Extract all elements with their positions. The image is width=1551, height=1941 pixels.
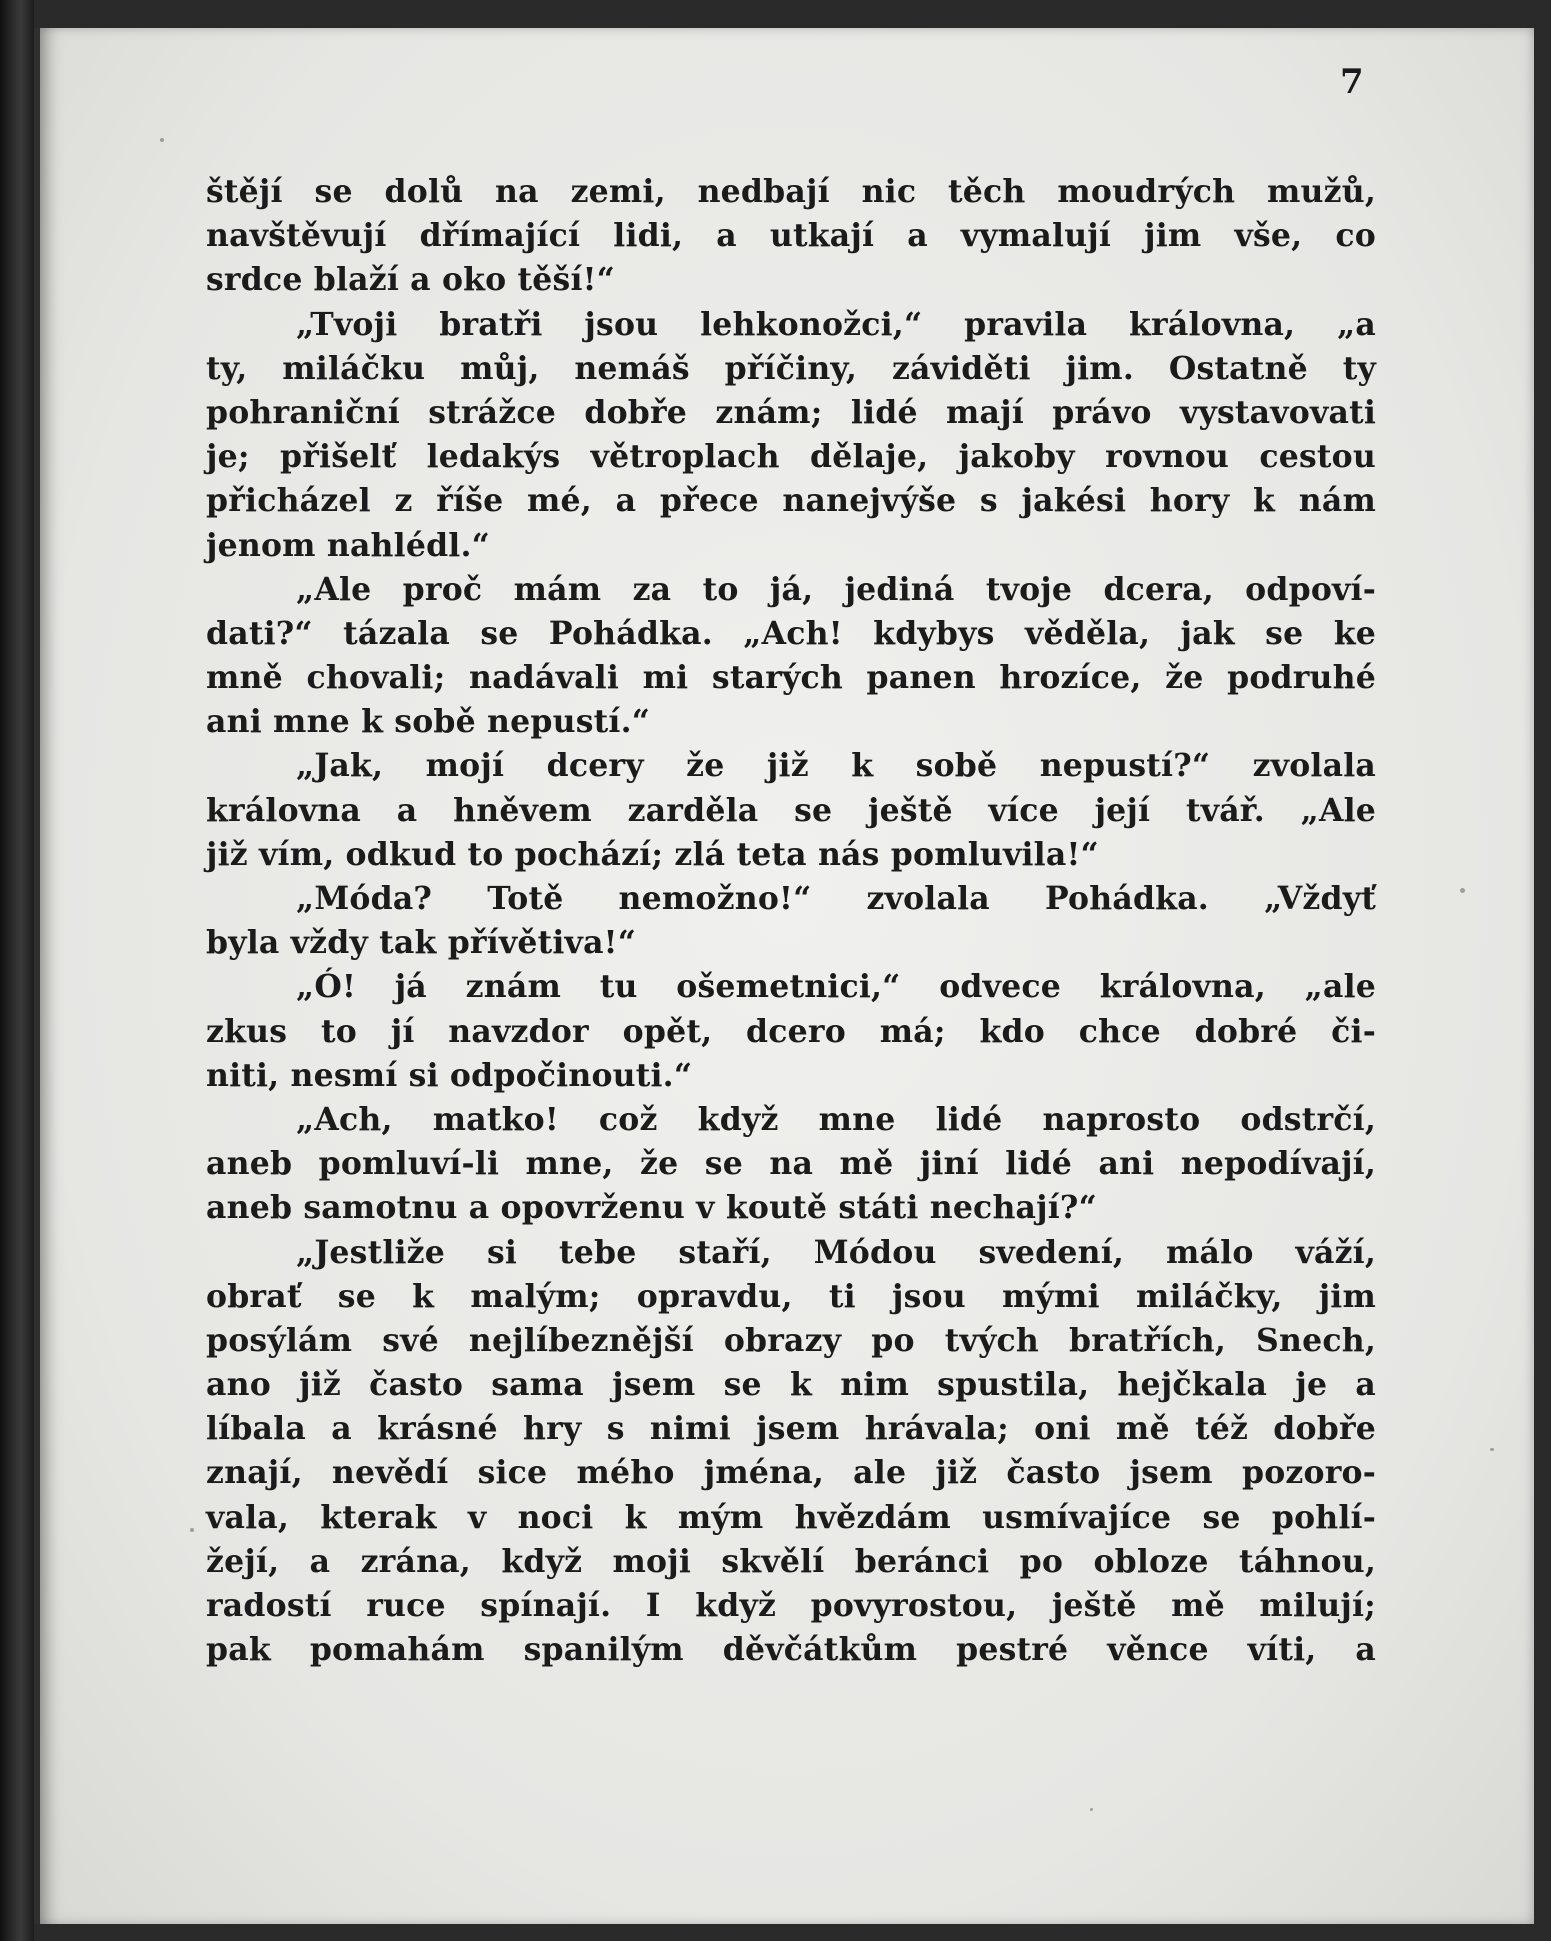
paper-speck <box>190 1528 194 1532</box>
text-line: posýlám své nejlíbeznější obrazy po tvých bratřích, Snech, <box>206 1321 1376 1359</box>
text-line: „Jak, mojí dcery že již k sobě nepustí?“ zvolala <box>296 747 1376 785</box>
text-line: žejí, a zrána, když moji skvělí beránci po obloze táhnou, <box>206 1542 1376 1580</box>
text-line: „Móda? Totě nemožno!“ zvolala Pohádka. „Vždyť <box>296 880 1376 917</box>
text-line: mně chovali; nadávali mi starých panen hrozíce, že podruhé <box>206 659 1376 697</box>
text-line: „Ach, matko! což když mne lidé naprosto odstrčí, <box>296 1100 1376 1138</box>
text-line: „Tvoji bratři jsou lehkonožci,“ pravila královna, „a <box>296 305 1376 343</box>
text-line: pak pomahám spanilým děvčátkům pestré věnce víti, a <box>206 1631 1376 1669</box>
text-line: „Jestliže si tebe staří, Módou svedení, málo váží, <box>296 1233 1376 1271</box>
text-line: dati?“ tázala se Pohádka. „Ach! kdybys věděla, jak se ke <box>206 614 1376 652</box>
text-line: „Ó! já znám tu ošemetnici,“ odvece královna, „ale <box>296 968 1376 1006</box>
text-line: již vím, odkud to pochází; zlá teta nás pomluvila!“ <box>206 835 1099 873</box>
text-line: obrať se k malým; opravdu, ti jsou mými miláčky, jim <box>206 1277 1376 1315</box>
text-line: aneb pomluví-li mne, že se na mě jiní lidé ani nepodívají, <box>206 1145 1376 1183</box>
text-line: královna a hněvem zarděla se ještě více její tvář. „Ale <box>206 791 1376 829</box>
text-line: přicházel z říše mé, a přece nanejvýše s jakési hory k nám <box>206 482 1376 520</box>
text-line: navštěvují dřímající lidi, a utkají a vymalují jim vše, co <box>206 217 1376 255</box>
paper-speck <box>160 138 164 142</box>
page-number: 7 <box>1340 62 1364 102</box>
text-line: ty, miláčku můj, nemáš příčiny, záviděti jim. Ostatně ty <box>206 349 1376 387</box>
text-line: zkus to jí navzdor opět, dcero má; kdo chce dobré či- <box>206 1012 1376 1050</box>
text-line: srdce blaží a oko těší!“ <box>206 261 615 299</box>
body-text <box>206 170 1376 1672</box>
text-line: pohraniční strážce dobře znám; lidé mají právo vystavovati <box>206 393 1376 431</box>
text-line: je; přišelť ledakýs větroplach dělaje, jakoby rovnou cestou <box>206 438 1376 476</box>
text-line: „Ale proč mám za to já, jediná tvoje dcera, odpoví- <box>296 570 1376 608</box>
text-line: niti, nesmí si odpočinouti.“ <box>206 1056 693 1094</box>
text-line: jenom nahlédl.“ <box>206 526 490 564</box>
text-line: byla vždy tak přívětiva!“ <box>206 924 637 962</box>
text-line: ani mne k sobě nepustí.“ <box>206 703 651 741</box>
text-line: aneb samotnu a opovrženu v koutě státi nechají?“ <box>206 1189 1097 1227</box>
paper-speck <box>1090 1808 1093 1811</box>
text-line: radostí ruce spínají. I když povyrostou, ještě mě milují; <box>206 1587 1376 1624</box>
text-line: líbala a krásné hry s nimi jsem hrávala; oni mě též dobře <box>206 1410 1376 1448</box>
text-line: vala, kterak v noci k mým hvězdám usmívajíce se pohlí- <box>206 1498 1376 1536</box>
text-line: znají, nevědí sice mého jména, ale již často jsem pozoro- <box>206 1454 1376 1492</box>
book-binding-edge <box>0 0 34 1941</box>
paper-speck <box>1490 1448 1494 1451</box>
text-line: ano již často sama jsem se k nim spustila, hejčkala je a <box>206 1366 1376 1404</box>
text-line: štějí se dolů na zemi, nedbají nic těch moudrých mužů, <box>206 173 1376 210</box>
paper-speck <box>1460 888 1465 893</box>
